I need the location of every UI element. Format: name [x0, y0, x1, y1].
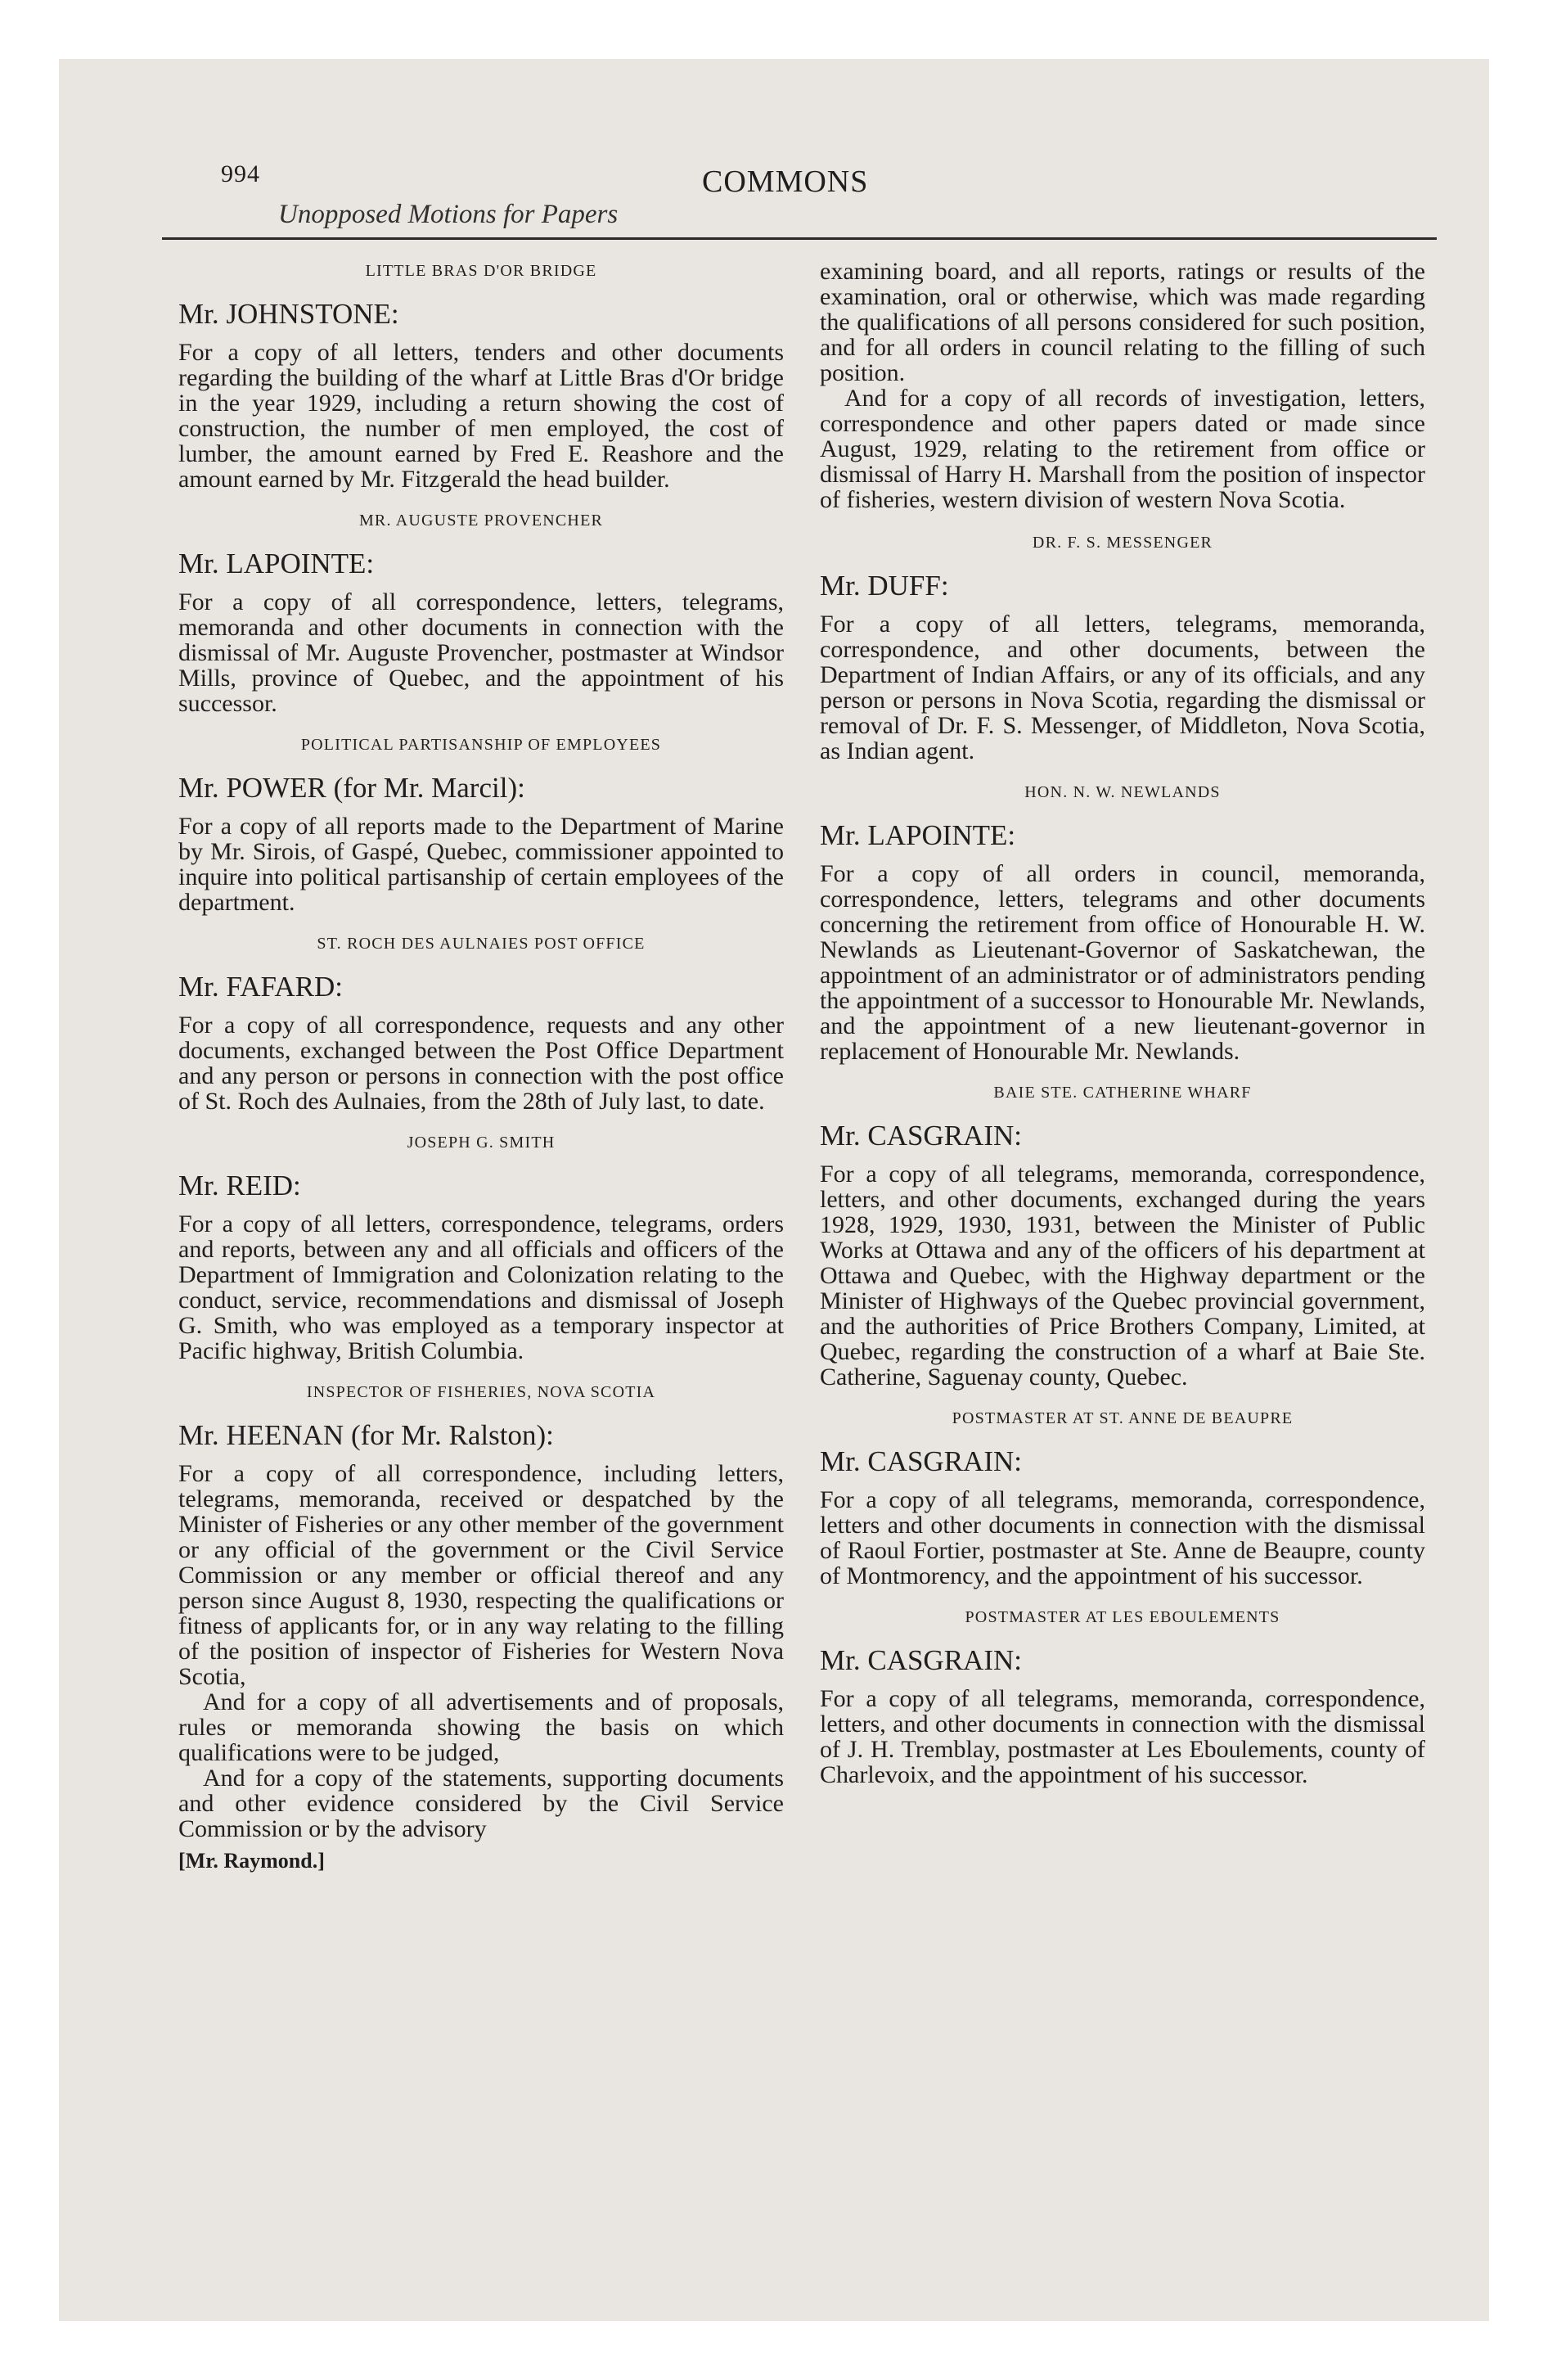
motion-entry [820, 780, 1425, 1064]
motion-heading: HON. N. W. NEWLANDS [1024, 783, 1221, 801]
motion-text: And for a copy of the statements, supporting documents and other evidence considered by the Civil Service Commission or by the advisory [178, 1765, 784, 1842]
motion-text: For a copy of all letters, correspondence, telegrams, orders and reports, between any and all officials and officers of the Department of Immigration and Colonization relating to the conduct, service, recommendations and dismissal of Joseph G. Smith, who was employed as a temporary inspector at Pacific highway, British Columbia. [178, 1210, 784, 1364]
motion-heading: POSTMASTER AT LES EBOULEMENTS [965, 1608, 1280, 1626]
motion-entry [178, 1130, 784, 1364]
motion-text: For a copy of all correspondence, including letters, telegrams, memoranda, received or despatched by the Minister of Fisheries or any other member of the government or any official of the government or the Civil Service Commission or any member or official thereof and any person since August 8, 1930, respecting the qualifications or fitness of applicants for, or in any way relating to the filling of the position of inspector of Fisheries for Western Nova Scotia, [178, 1460, 784, 1690]
motion-entry [178, 931, 784, 1114]
continued-motion [820, 259, 1425, 512]
left-column [178, 259, 784, 1873]
motion-text: For a copy of all letters, tenders and other documents regarding the building of the wharf at Little Bras d'Or bridge in the year 1929, including a return showing the cost of construction, the number of men employed, the cost of lumber, the amount earned by Fred E. Reashore and the amount earned by Mr. Fitzgerald the head builder. [178, 339, 784, 493]
motion-entry [820, 530, 1425, 764]
motion-mover: Mr. CASGRAIN: [820, 1644, 1022, 1676]
motion-text: For a copy of all correspondence, requests and any other documents, exchanged between the Post Office Department and any person or persons in connection with the post office of St. Roch des Aulnaies, from the 28th of July last, to date. [178, 1012, 784, 1115]
motion-entry [820, 1080, 1425, 1390]
motion-heading: ST. ROCH DES AULNAIES POST OFFICE [317, 935, 646, 953]
motion-heading: DR. F. S. MESSENGER [1032, 534, 1213, 552]
motion-text: For a copy of all telegrams, memoranda, correspondence, letters, and other documents, exchanged during the years 1928, 1929, 1930, 1931, between the Minister of Public Works at Ottawa and any of the officers of his department at Ottawa and Quebec, with the Highway department or the Minister of Highways of the Quebec provincial government, and the authorities of Price Brothers Company, Limited, at Quebec, regarding the construction of a wharf at Baie Ste. Catherine, Saguenay county, Quebec. [820, 1161, 1425, 1391]
running-head: Unopposed Motions for Papers [278, 200, 619, 229]
motion-heading: LITTLE BRAS D'OR BRIDGE [365, 262, 597, 280]
motion-mover: Mr. HEENAN (for Mr. Ralston): [178, 1419, 554, 1451]
motion-text: For a copy of all telegrams, memoranda, correspondence, letters, and other documents in connection with the dismissal of J. H. Tremblay, postmaster at Les Eboulements, county of Charlevoix, and the appointment of his successor. [820, 1685, 1425, 1788]
motion-mover: Mr. CASGRAIN: [820, 1445, 1022, 1477]
motion-mover: Mr. CASGRAIN: [820, 1120, 1022, 1152]
motion-entry [820, 1605, 1425, 1787]
header-rule [162, 237, 1437, 240]
motion-mover: Mr. POWER (for Mr. Marcil): [178, 772, 525, 804]
motion-text: For a copy of all orders in council, memoranda, correspondence, letters, telegrams and other documents concerning the retirement from office of Honourable H. W. Newlands as Lieutenant-Governor of Saskatchewan, the appointment of an administrator or of administrators pending the appointment of a successor to Honourable Mr. Newlands, and the appointment of a new lieutenant-governor in replacement of Honourable Mr. Newlands. [820, 860, 1425, 1065]
motion-entry [178, 732, 784, 915]
right-column [820, 259, 1425, 1787]
motion-heading: BAIE STE. CATHERINE WHARF [993, 1084, 1252, 1102]
motion-mover: Mr. JOHNSTONE: [178, 298, 399, 330]
motion-mover: Mr. LAPOINTE: [178, 548, 375, 579]
motion-heading: INSPECTOR OF FISHERIES, NOVA SCOTIA [306, 1383, 656, 1401]
motion-mover: Mr. LAPOINTE: [820, 819, 1016, 851]
continued-text: examining board, and all reports, ratings or results of the examination, oral or otherwise, which was made regarding the qualifications of all persons considered for such position, and for all orders in council relating to the filling of such position. [820, 258, 1425, 386]
page-number: 994 [221, 160, 260, 187]
motion-entry [178, 508, 784, 716]
motion-heading: POSTMASTER AT ST. ANNE DE BEAUPRE [952, 1409, 1294, 1427]
motion-entry [178, 259, 784, 492]
motion-text: For a copy of all telegrams, memoranda, correspondence, letters and other documents in connection with the dismissal of Raoul Fortier, postmaster at Ste. Anne de Beaupre, county of Montmorency, and the appointment of his successor. [820, 1486, 1425, 1589]
motion-heading: MR. AUGUSTE PROVENCHER [358, 512, 604, 530]
continued-text: And for a copy of all records of investigation, letters, correspondence and other papers dated or made since August, 1929, relating to the retirement from office or dismissal of Harry H. Marshall from the position of inspector of fisheries, western division of western Nova Scotia. [820, 385, 1425, 513]
motion-entry [820, 1406, 1425, 1589]
motion-mover: Mr. DUFF: [820, 570, 949, 602]
footer-speaker: [Mr. Raymond.] [178, 1849, 325, 1873]
motion-text: For a copy of all correspondence, letters, telegrams, memoranda and other documents in connection with the dismissal of Mr. Auguste Provencher, postmaster at Windsor Mills, province of Quebec, and the appointment of his successor. [178, 588, 784, 717]
motion-mover: Mr. FAFARD: [178, 971, 343, 1003]
motion-entry [178, 1380, 784, 1841]
motion-heading: POLITICAL PARTISANSHIP OF EMPLOYEES [300, 736, 662, 754]
motion-mover: Mr. REID: [178, 1170, 301, 1201]
motion-text: And for a copy of all advertisements and of proposals, rules or memoranda showing the basis on which qualifications were to be judged, [178, 1688, 784, 1766]
motion-heading: JOSEPH G. SMITH [407, 1134, 556, 1152]
chamber-title: COMMONS [702, 165, 869, 199]
motion-text: For a copy of all letters, telegrams, memoranda, correspondence, and other documents, between the Department of Indian Affairs, or any of its officials, and any person or persons in Nova Scotia, regarding the dismissal or removal of Dr. F. S. Messenger, of Middleton, Nova Scotia, as Indian agent. [820, 611, 1425, 764]
motion-text: For a copy of all reports made to the Department of Marine by Mr. Sirois, of Gaspé, Quebec, commissioner appointed to inquire into political partisanship of certain employees of the department. [178, 813, 784, 916]
